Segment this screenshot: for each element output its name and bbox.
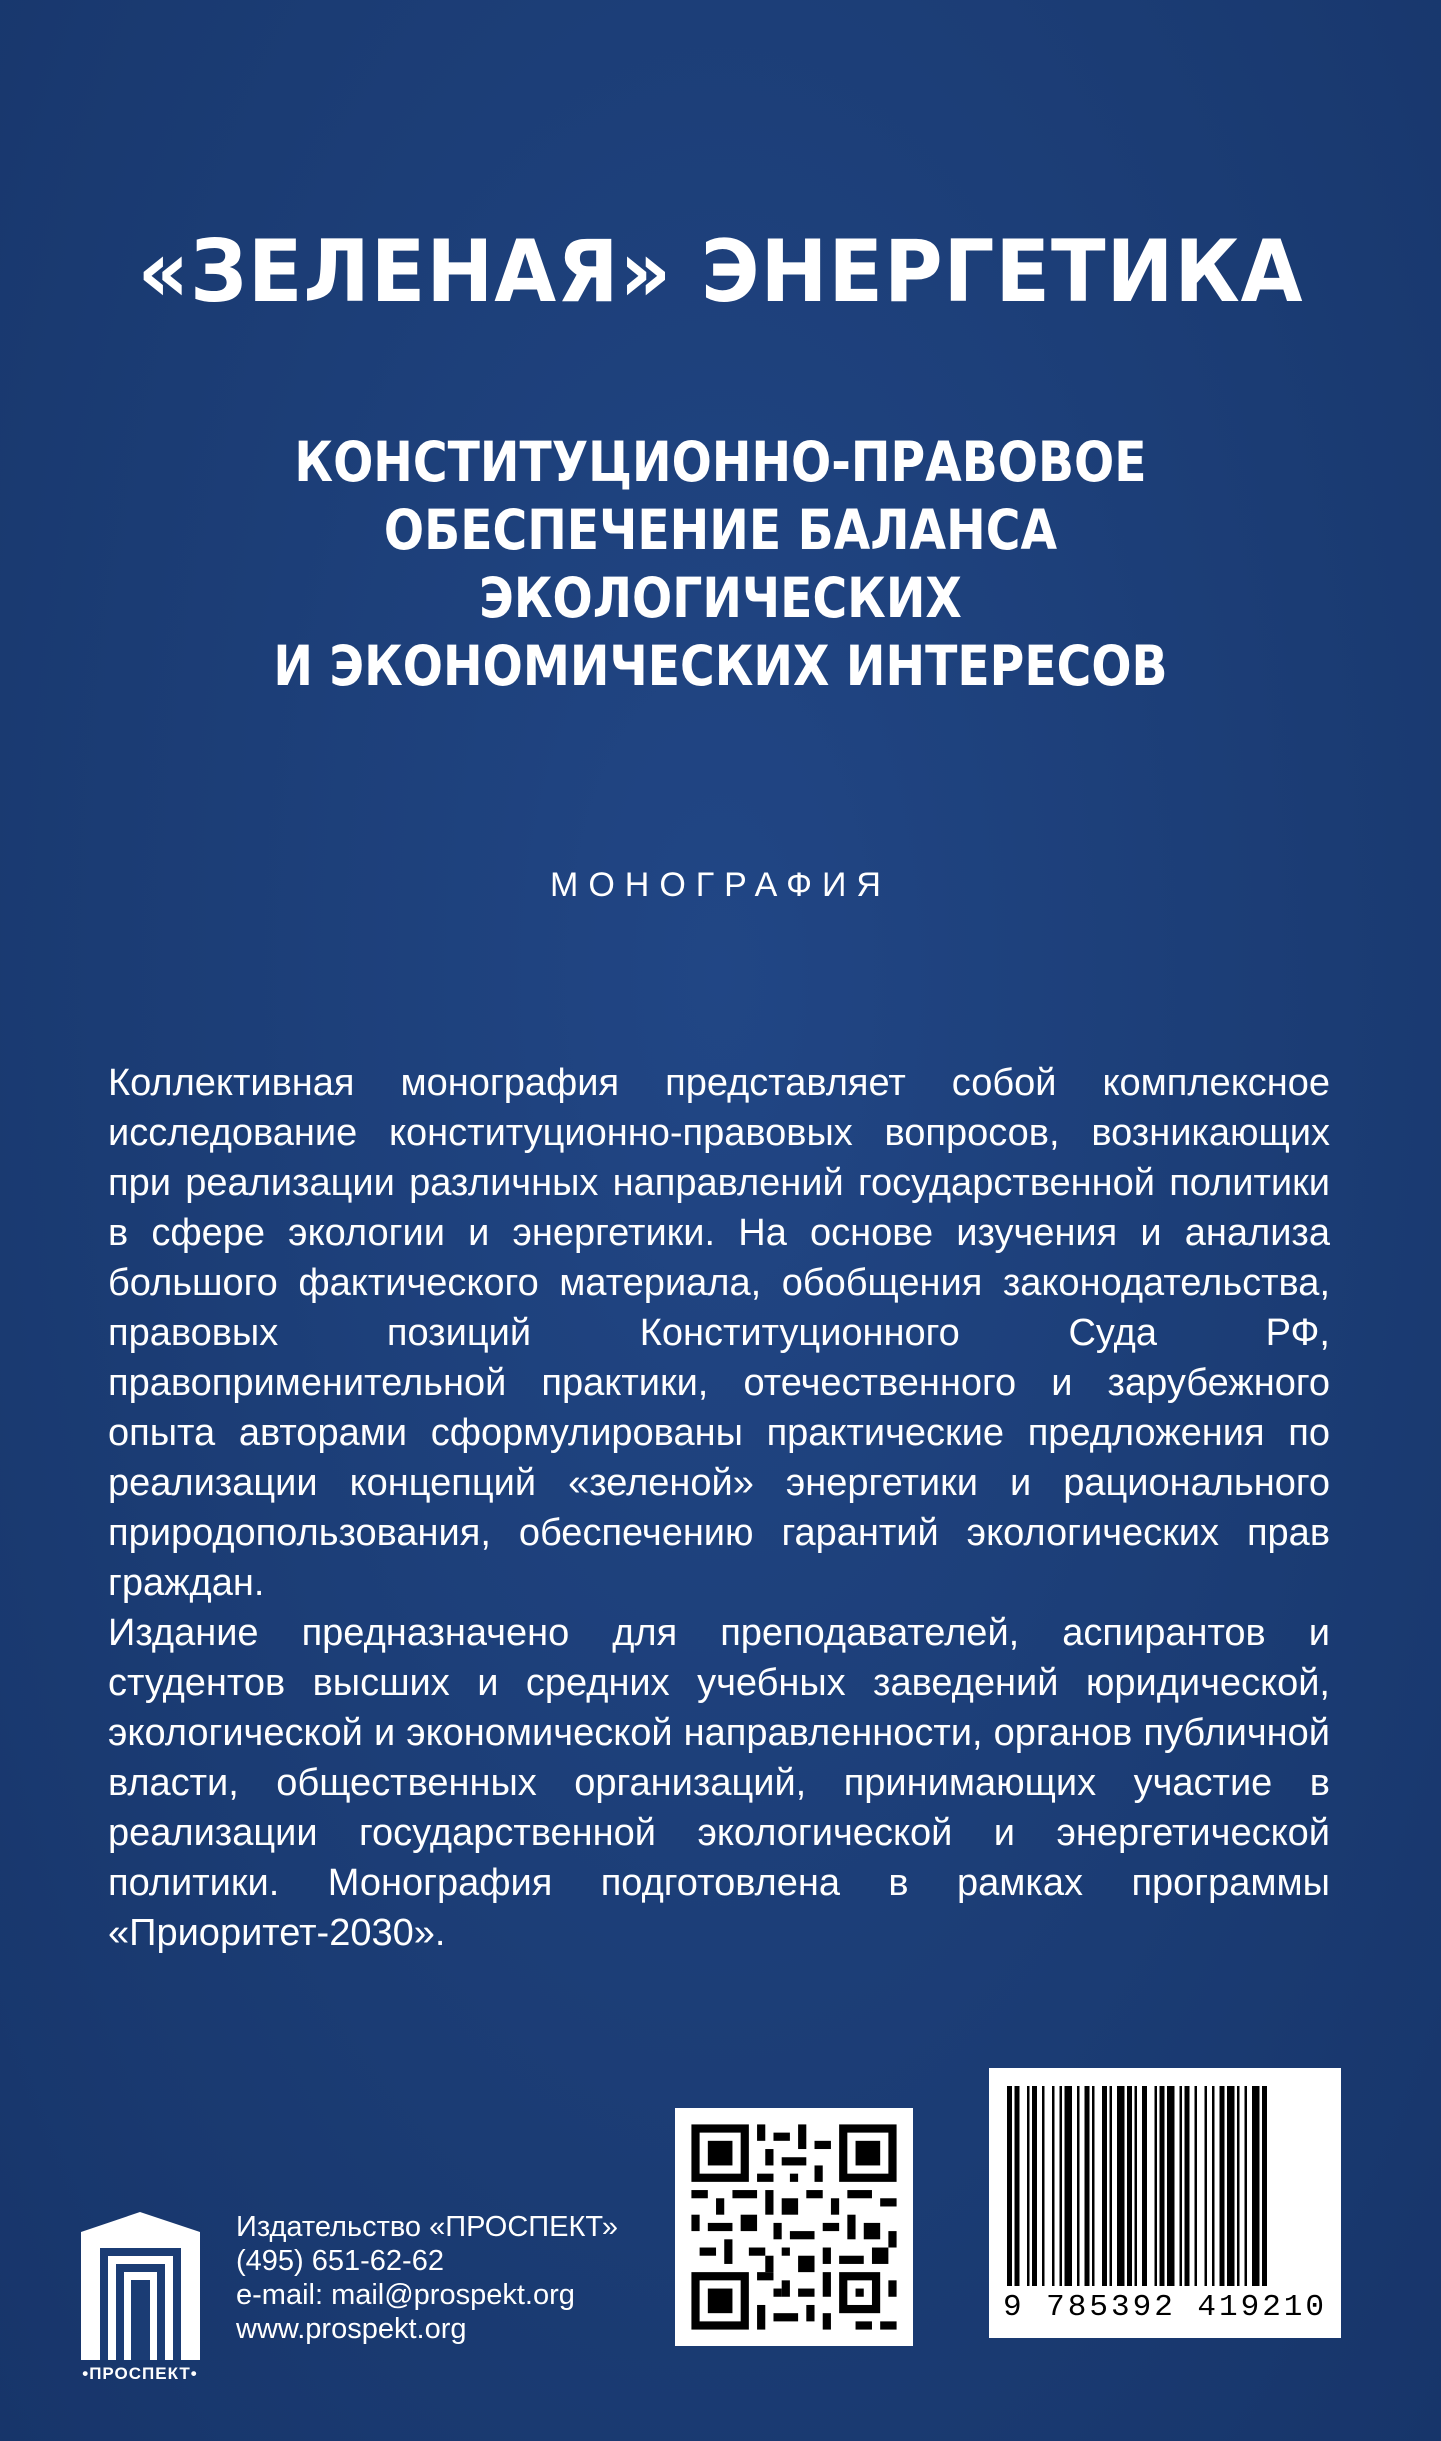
publisher-website: www.prospekt.org	[236, 2313, 467, 2345]
book-subtitle	[101, 428, 1340, 700]
barcode-bar	[1142, 2086, 1147, 2286]
barcode-bar	[1220, 2086, 1225, 2286]
barcode-bar	[1102, 2086, 1107, 2286]
isbn-digits: 9 785392 419210	[1002, 2290, 1328, 2325]
genre-label: МОНОГРАФИЯ	[550, 866, 891, 904]
barcode-bar	[1032, 2086, 1037, 2286]
barcode-bar	[1135, 2086, 1138, 2286]
barcode-bar	[1007, 2086, 1012, 2286]
barcode-bar	[1160, 2086, 1165, 2286]
barcode-bar	[1185, 2086, 1190, 2286]
barcode-bar	[1262, 2086, 1267, 2286]
barcode-bar	[1015, 2086, 1020, 2286]
subtitle-line: КОНСТИТУЦИОННО-ПРАВОВОЕ	[294, 430, 1147, 494]
annotation-paragraph: Издание предназначено для преподавателей, аспирантов и студентов высших и средних учебных заведений юридической, экологической и экономической направленности, органов публичной власти, общественных организаций, принимающих участие в реализации государственной экологической и энергетической политики. Монография подготовлена в рамках программы «Приоритет-2030».	[108, 1612, 1330, 1954]
qr-code-icon	[675, 2108, 913, 2346]
barcode-bar	[1110, 2086, 1113, 2286]
barcode-bar	[1212, 2086, 1215, 2286]
subtitle-line: И ЭКОНОМИЧЕСКИХ ИНТЕРЕСОВ	[273, 634, 1168, 698]
annotation-text	[108, 1058, 1330, 1958]
subtitle-line: ЭКОЛОГИЧЕСКИХ	[479, 566, 962, 630]
barcode-bar	[1117, 2086, 1125, 2286]
prospekt-logo-icon	[78, 2210, 203, 2375]
barcode-bar	[1252, 2086, 1260, 2286]
barcode-bar	[1155, 2086, 1158, 2286]
barcode-bar	[1052, 2086, 1055, 2286]
publisher-phone: (495) 651-62-62	[236, 2245, 444, 2277]
barcode-bar	[1127, 2086, 1132, 2286]
barcode-bar	[1060, 2086, 1063, 2286]
barcode-bar	[1227, 2086, 1235, 2286]
publisher-info	[236, 2210, 618, 2346]
barcode-bar	[1180, 2086, 1183, 2286]
barcode-bar	[1092, 2086, 1095, 2286]
barcode-bar	[1042, 2086, 1045, 2286]
book-title: «ЗЕЛЕНАЯ» ЭНЕРГЕТИКА	[137, 222, 1304, 322]
barcode-bar	[1085, 2086, 1090, 2286]
barcode-bar	[1077, 2086, 1080, 2286]
barcode-bar	[1027, 2086, 1030, 2286]
barcode-bar	[1065, 2086, 1073, 2286]
annotation-paragraph: Коллективная монография представляет собой комплексное исследование конституционно-правовых вопросов, возникающих при реализации различных направлений государственной политики в сфере экологии и энергетики. На основе изучения и анализа большого фактического материала, обобщения законодательства, правовых позиций Конституционного Суда РФ, правоприменительной практики, отечественного и зарубежного опыта авторами сформулированы практические предложения по реализации концепций «зеленой» энергетики и рационального природопользования, обеспечению гарантий экологических прав граждан.	[108, 1062, 1330, 1604]
barcode-bar	[1167, 2086, 1175, 2286]
qr-code-graphic	[675, 2108, 913, 2346]
barcode-bar	[1195, 2086, 1198, 2286]
barcode-bar	[1237, 2086, 1240, 2286]
barcode-bar	[1245, 2086, 1248, 2286]
subtitle-line: ОБЕСПЕЧЕНИЕ БАЛАНСА	[383, 498, 1058, 562]
barcode-bar	[1205, 2086, 1208, 2286]
publisher-email: e-mail: mail@prospekt.org	[236, 2279, 575, 2311]
logo-caption: •ПРОСПЕКТ•	[82, 2364, 198, 2383]
publisher-name: Издательство «ПРОСПЕКТ»	[236, 2211, 618, 2243]
